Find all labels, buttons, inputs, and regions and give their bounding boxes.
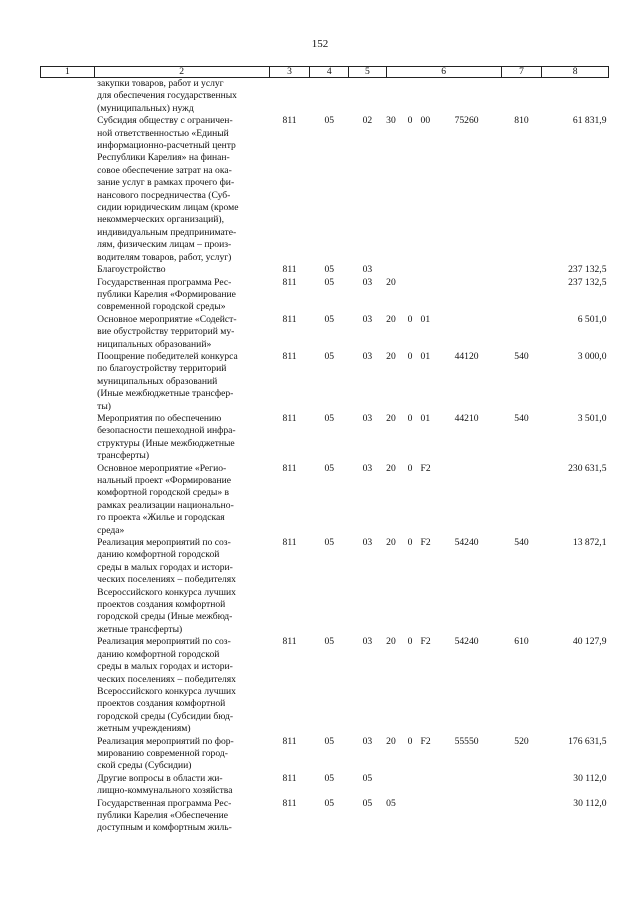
table-row [41,636,609,735]
section-code: 05 [324,636,335,648]
section-code: 05 [324,412,335,424]
ministry-code: 811 [282,115,297,127]
expense-type-code: 520 [514,735,529,747]
direction-code [451,314,502,351]
amount: 6 501,0 [577,313,607,325]
expense-type-code [501,264,542,276]
subsection-code: 03 [362,276,373,288]
section-code: 05 [324,115,335,127]
direction-code: 54240 [454,537,479,549]
subprogram-code: 0 [407,537,413,549]
main-activity-code: 01 [420,412,431,424]
subsection-code [349,78,387,116]
program-code: 05 [386,797,396,809]
blank-cell [41,537,95,636]
program-code [386,78,407,116]
item-name: Государственная программа Рес- публики Карелия «Обеспечение доступным и комфортным жиль- [97,797,232,834]
subprogram-code: 0 [407,636,413,648]
ministry-code: 811 [282,537,297,549]
program-code: 30 [386,115,396,127]
header-col-2: 2 [94,67,269,78]
amount: 176 631,5 [568,735,607,747]
item-name: Субсидия обществу с ограничен- ной ответственностью «Единый информационно-расчетный центр Республики Карелия» на финан- совое обеспечение затрат на ока- зание услуг в рамках прочего фи- нансового посредничества (Суб- сидии юридическим лицам (кроме некоммерческих организаций), индивидуальным предпринимате- лям, физическим лицам – произ- водителям товаров, работ, услуг) [97,115,239,263]
subsection-code: 03 [362,264,373,276]
table-row [41,351,609,413]
subprogram-code: 0 [407,462,413,474]
direction-code: 54240 [454,636,479,648]
program-code: 20 [386,636,396,648]
blank-cell [41,773,95,798]
expense-type-code: 810 [514,115,529,127]
amount: 3 000,0 [577,350,607,362]
main-activity-code [421,264,451,276]
item-name: Реализация мероприятий по соз- данию комфортной городской среды в малых городах и истори- ческих поселениях – победителях Всероссийского конкурса лучших проектов создания комфортной городской среды (Субсидии бюд- жетным учреждениям) [97,636,236,735]
section-code: 05 [324,537,335,549]
main-activity-code: F2 [420,537,431,549]
budget-table [40,66,609,835]
program-code: 20 [386,735,396,747]
program-code: 20 [386,462,396,474]
amount: 30 112,0 [573,797,607,809]
ministry-code: 811 [282,350,297,362]
header-col-5: 5 [349,67,387,78]
section-code: 05 [324,313,335,325]
table-row [41,736,609,773]
direction-code: 75260 [454,115,479,127]
ministry-code: 811 [282,735,297,747]
ministry-code: 811 [282,797,297,809]
section-code: 05 [324,276,335,288]
blank-cell [41,798,95,835]
section-code: 05 [324,772,335,784]
item-name: Мероприятия по обеспечению безопасности пешеходной инфра- структуры (Иные межбюджетные трансферты) [97,412,236,462]
subprogram-code [408,773,421,798]
program-code: 20 [386,313,396,325]
subprogram-code: 0 [407,115,413,127]
program-code: 20 [386,412,396,424]
amount: 13 872,1 [572,537,607,549]
ministry-code: 811 [282,264,297,276]
subsection-code: 03 [362,537,373,549]
blank-cell [41,277,95,314]
main-activity-code [421,277,451,314]
subsection-code: 05 [362,772,373,784]
direction-code [451,463,502,537]
program-code [386,773,407,798]
section-code [310,78,349,116]
item-name: Реализация мероприятий по соз- данию комфортной городской среды в малых городах и истори- ческих поселениях – победителях Всероссийского конкурса лучших проектов создания комфортной городской среды (Иные межбюд- жетные трансферты) [97,537,236,635]
header-col-8: 8 [542,67,609,78]
table-header [41,67,609,78]
main-activity-code: F2 [420,735,431,747]
program-code: 20 [386,350,396,362]
direction-code [451,78,502,116]
table-row [41,463,609,537]
table-row [41,314,609,351]
item-name: Основное мероприятие «Содейст- вие обустройству территорий му- ниципальных образований» [97,313,237,350]
header-col-1: 1 [41,67,95,78]
table-row [41,798,609,835]
ministry-code: 811 [282,636,297,648]
expense-type-code: 540 [514,412,529,424]
item-name: Поощрение победителей конкурса по благоустройству территорий муниципальных образований (Иные межбюджетные трансфер- ты) [97,350,238,412]
main-activity-code: F2 [420,462,431,474]
amount: 40 127,9 [572,636,607,648]
table-row [41,277,609,314]
blank-cell [41,314,95,351]
table-row [41,773,609,798]
ministry-code: 811 [282,313,297,325]
table-row [41,413,609,463]
subsection-code: 05 [362,797,373,809]
expense-type-code: 540 [514,537,529,549]
expense-type-code [501,78,542,116]
table-row [41,78,609,116]
blank-cell [41,264,95,276]
amount: 230 631,5 [568,462,607,474]
table-row [41,537,609,636]
blank-cell [41,78,95,116]
header-row [41,67,609,78]
ministry-code: 811 [282,772,297,784]
main-activity-code: F2 [420,636,431,648]
expense-type-code [501,277,542,314]
subprogram-code [408,277,421,314]
table-body [41,78,609,835]
direction-code: 44120 [454,350,479,362]
ministry-code: 811 [282,462,297,474]
subprogram-code [408,798,421,835]
ministry-code: 811 [282,276,297,288]
expense-type-code: 610 [514,636,529,648]
direction-code: 44210 [454,412,479,424]
subprogram-code: 0 [407,412,413,424]
header-col-4: 4 [310,67,349,78]
amount: 30 112,0 [573,772,607,784]
subsection-code: 03 [362,350,373,362]
subprogram-code: 0 [407,735,413,747]
program-code [386,264,407,276]
item-name: Государственная программа Рес- публики Карелия «Формирование современной городской среды» [97,276,236,313]
blank-cell [41,636,95,735]
item-name: закупки товаров, работ и услуг для обеспечения государственных (муниципальных) нужд [97,78,237,114]
item-name: Реализация мероприятий по фор- мированию современной город- ской среды (Субсидии) [97,735,234,772]
main-activity-code [421,78,451,116]
header-col-7: 7 [501,67,542,78]
program-code: 20 [386,276,396,288]
section-code: 05 [324,462,335,474]
main-activity-code [421,798,451,835]
subprogram-code: 0 [407,350,413,362]
ministry-code [269,78,310,116]
subsection-code: 03 [362,412,373,424]
program-code: 20 [386,537,396,549]
blank-cell [41,115,95,264]
expense-type-code: 540 [514,350,529,362]
blank-cell [41,413,95,463]
direction-code [451,277,502,314]
blank-cell [41,736,95,773]
section-code: 05 [324,264,335,276]
blank-cell [41,351,95,413]
subsection-code: 03 [362,735,373,747]
main-activity-code [421,773,451,798]
section-code: 05 [324,350,335,362]
expense-type-code [501,773,542,798]
subprogram-code [408,264,421,276]
amount [542,78,609,116]
main-activity-code: 01 [420,350,431,362]
direction-code [451,773,502,798]
main-activity-code: 00 [420,115,431,127]
direction-code [451,264,502,276]
direction-code: 55550 [454,735,479,747]
direction-code [451,798,502,835]
page-number: 152 [311,38,329,50]
table-row [41,264,609,276]
expense-type-code [501,463,542,537]
subsection-code: 02 [362,115,373,127]
section-code: 05 [324,797,335,809]
header-col-3: 3 [269,67,310,78]
item-name: Благоустройство [97,264,166,276]
header-col-6: 6 [386,67,501,78]
subsection-code: 03 [362,636,373,648]
table-row [41,115,609,264]
subsection-code: 03 [362,462,373,474]
amount: 237 132,5 [568,276,607,288]
expense-type-code [501,798,542,835]
amount: 3 501,0 [577,412,607,424]
expense-type-code [501,314,542,351]
blank-cell [41,463,95,537]
amount: 237 132,5 [568,264,607,276]
item-name: Другие вопросы в области жи- лищно-коммунального хозяйства [97,772,233,797]
item-name: Основное мероприятие «Регио- нальный проект «Формирование комфортной городской среды» в рамках реализации национально- го проекта «Жилье и городская среда» [97,462,234,536]
subprogram-code [408,78,421,116]
amount: 61 831,9 [572,115,607,127]
ministry-code: 811 [282,412,297,424]
main-activity-code: 01 [420,313,431,325]
subprogram-code: 0 [407,313,413,325]
section-code: 05 [324,735,335,747]
subsection-code: 03 [362,313,373,325]
